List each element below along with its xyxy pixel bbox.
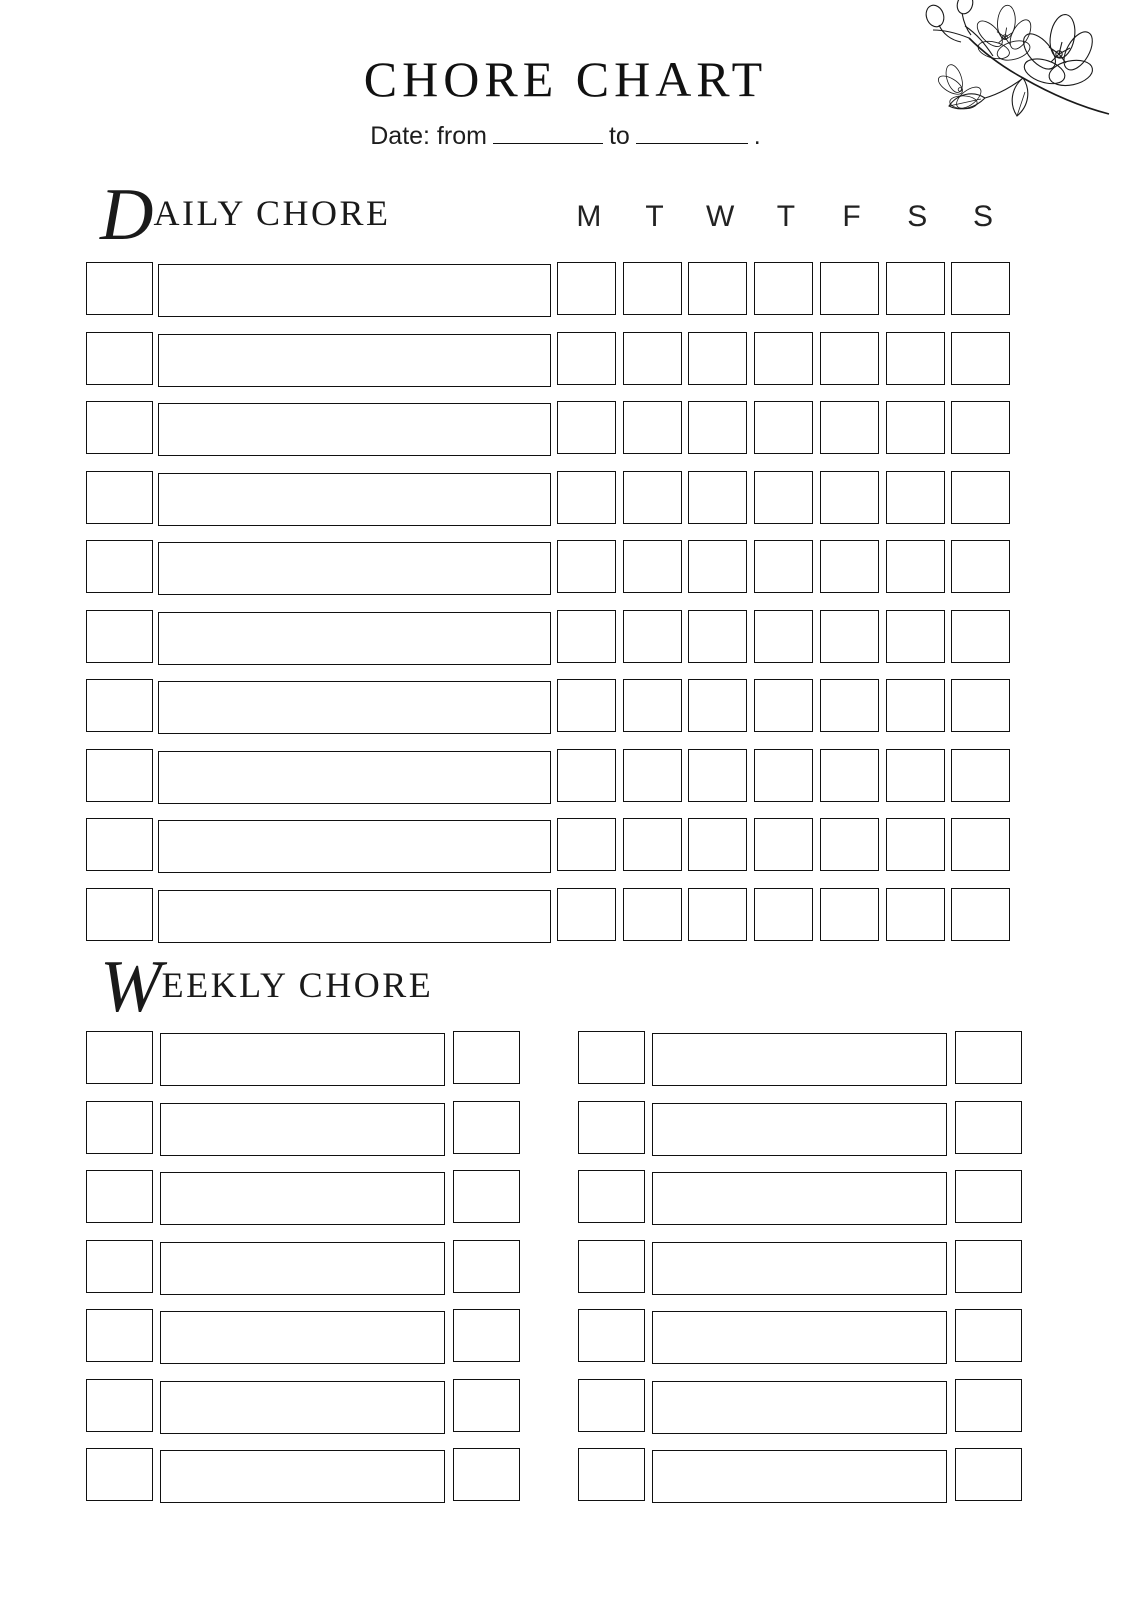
daily-day-cell[interactable] xyxy=(688,749,747,802)
daily-day-cell[interactable] xyxy=(688,401,747,454)
daily-day-cell[interactable] xyxy=(820,471,879,524)
weekly-done-cell-right[interactable] xyxy=(955,1031,1022,1084)
daily-day-cell[interactable] xyxy=(623,679,682,732)
weekly-done-cell-right[interactable] xyxy=(955,1379,1022,1432)
daily-day-cell[interactable] xyxy=(951,818,1010,871)
weekly-chore-heading xyxy=(100,946,434,1028)
daily-day-cell[interactable] xyxy=(951,610,1010,663)
daily-day-cell[interactable] xyxy=(820,888,879,941)
date-from-input[interactable] xyxy=(493,124,603,144)
daily-row-checkbox[interactable] xyxy=(86,401,153,454)
daily-day-cell[interactable] xyxy=(754,749,813,802)
daily-row-checkbox[interactable] xyxy=(86,749,153,802)
daily-day-cell[interactable] xyxy=(754,818,813,871)
daily-day-cell[interactable] xyxy=(820,610,879,663)
weekly-row-checkbox-right[interactable] xyxy=(578,1031,645,1084)
weekly-row-checkbox-left[interactable] xyxy=(86,1170,153,1223)
daily-day-cell[interactable] xyxy=(886,262,945,315)
weekly-chore-input-right[interactable] xyxy=(652,1242,947,1295)
weekly-row-checkbox-right[interactable] xyxy=(578,1240,645,1293)
daily-chore-input[interactable] xyxy=(158,264,551,317)
daily-chore-heading xyxy=(100,174,391,256)
daily-day-cell[interactable] xyxy=(886,679,945,732)
daily-day-cell[interactable] xyxy=(557,749,616,802)
daily-chore-input[interactable] xyxy=(158,403,551,456)
daily-day-cell[interactable] xyxy=(688,262,747,315)
weekly-row-checkbox-right[interactable] xyxy=(578,1448,645,1501)
daily-day-cell[interactable] xyxy=(688,540,747,593)
daily-day-cell[interactable] xyxy=(951,749,1010,802)
weekly-row-checkbox-right[interactable] xyxy=(578,1309,645,1362)
day-headers xyxy=(556,200,1016,234)
daily-day-cell[interactable] xyxy=(951,401,1010,454)
date-to-input[interactable] xyxy=(636,124,748,144)
daily-day-cell[interactable] xyxy=(557,610,616,663)
daily-day-cell[interactable] xyxy=(623,262,682,315)
daily-day-cell[interactable] xyxy=(820,679,879,732)
daily-day-cell[interactable] xyxy=(623,332,682,385)
daily-row-checkbox[interactable] xyxy=(86,679,153,732)
daily-row-checkbox[interactable] xyxy=(86,888,153,941)
daily-chore-input[interactable] xyxy=(158,473,551,526)
daily-day-cell[interactable] xyxy=(951,679,1010,732)
weekly-chore-input-right[interactable] xyxy=(652,1450,947,1503)
weekly-done-cell-right[interactable] xyxy=(955,1101,1022,1154)
daily-row-checkbox[interactable] xyxy=(86,332,153,385)
daily-day-cell[interactable] xyxy=(557,471,616,524)
daily-day-cell[interactable] xyxy=(557,679,616,732)
daily-row-checkbox[interactable] xyxy=(86,262,153,315)
daily-chore-input[interactable] xyxy=(158,751,551,804)
daily-day-cell[interactable] xyxy=(754,471,813,524)
weekly-done-cell-right[interactable] xyxy=(955,1240,1022,1293)
weekly-done-cell-right[interactable] xyxy=(955,1448,1022,1501)
weekly-chore-input-left[interactable] xyxy=(160,1381,445,1434)
daily-row-checkbox[interactable] xyxy=(86,818,153,871)
daily-day-cell[interactable] xyxy=(557,262,616,315)
day-header-wed: W xyxy=(706,200,735,233)
weekly-row-checkbox-left[interactable] xyxy=(86,1379,153,1432)
daily-drop-cap: D xyxy=(100,174,154,256)
weekly-chore-input-left[interactable] xyxy=(160,1450,445,1503)
daily-day-cell[interactable] xyxy=(886,332,945,385)
weekly-done-cell-left[interactable] xyxy=(453,1309,520,1362)
weekly-chore-input-left[interactable] xyxy=(160,1172,445,1225)
day-header-sun: S xyxy=(972,200,993,233)
weekly-done-cell-right[interactable] xyxy=(955,1170,1022,1223)
daily-day-cell[interactable] xyxy=(754,332,813,385)
daily-day-cell[interactable] xyxy=(754,262,813,315)
daily-day-cell[interactable] xyxy=(820,332,879,385)
daily-row-checkbox[interactable] xyxy=(86,471,153,524)
daily-day-cell[interactable] xyxy=(820,818,879,871)
daily-chore-input[interactable] xyxy=(158,612,551,665)
weekly-done-cell-right[interactable] xyxy=(955,1309,1022,1362)
weekly-done-cell-left[interactable] xyxy=(453,1240,520,1293)
daily-day-cell[interactable] xyxy=(820,540,879,593)
daily-day-cell[interactable] xyxy=(754,679,813,732)
daily-day-cell[interactable] xyxy=(820,749,879,802)
daily-day-cell[interactable] xyxy=(688,818,747,871)
weekly-done-cell-left[interactable] xyxy=(453,1379,520,1432)
weekly-chore-input-right[interactable] xyxy=(652,1033,947,1086)
daily-day-cell[interactable] xyxy=(886,401,945,454)
daily-day-cell[interactable] xyxy=(623,471,682,524)
daily-chore-input[interactable] xyxy=(158,542,551,595)
weekly-row-checkbox-right[interactable] xyxy=(578,1101,645,1154)
weekly-chore-input-right[interactable] xyxy=(652,1381,947,1434)
weekly-chore-input-left[interactable] xyxy=(160,1311,445,1364)
date-range-line xyxy=(0,122,1131,151)
weekly-chore-input-left[interactable] xyxy=(160,1033,445,1086)
weekly-done-cell-left[interactable] xyxy=(453,1170,520,1223)
daily-chore-input[interactable] xyxy=(158,681,551,734)
daily-day-cell[interactable] xyxy=(754,610,813,663)
daily-day-cell[interactable] xyxy=(557,888,616,941)
day-header-thu: T xyxy=(776,200,796,233)
daily-chore-input[interactable] xyxy=(158,820,551,873)
daily-day-cell[interactable] xyxy=(688,679,747,732)
daily-day-cell[interactable] xyxy=(754,540,813,593)
daily-day-cell[interactable] xyxy=(951,262,1010,315)
day-header-fri: F xyxy=(842,200,861,233)
daily-day-cell[interactable] xyxy=(688,471,747,524)
page-title: CHORE CHART xyxy=(363,51,768,107)
daily-day-cell[interactable] xyxy=(557,818,616,871)
weekly-row-checkbox-left[interactable] xyxy=(86,1101,153,1154)
daily-chore-input[interactable] xyxy=(158,334,551,387)
weekly-row-checkbox-left[interactable] xyxy=(86,1448,153,1501)
daily-day-cell[interactable] xyxy=(754,401,813,454)
weekly-chore-input-right[interactable] xyxy=(652,1172,947,1225)
daily-day-cell[interactable] xyxy=(886,818,945,871)
daily-row-checkbox[interactable] xyxy=(86,610,153,663)
date-to-label: to xyxy=(608,122,630,150)
weekly-done-cell-left[interactable] xyxy=(453,1448,520,1501)
daily-day-cell[interactable] xyxy=(557,332,616,385)
daily-day-cell[interactable] xyxy=(623,888,682,941)
daily-day-cell[interactable] xyxy=(886,749,945,802)
daily-day-cell[interactable] xyxy=(557,401,616,454)
daily-day-cell[interactable] xyxy=(886,888,945,941)
daily-day-cell[interactable] xyxy=(623,749,682,802)
date-period-suffix: . xyxy=(753,122,761,150)
daily-row-checkbox[interactable] xyxy=(86,540,153,593)
daily-day-cell[interactable] xyxy=(688,610,747,663)
daily-day-cell[interactable] xyxy=(951,471,1010,524)
weekly-drop-cap: W xyxy=(100,946,162,1028)
weekly-row-checkbox-left[interactable] xyxy=(86,1240,153,1293)
day-header-mon: M xyxy=(576,200,602,233)
daily-day-cell[interactable] xyxy=(623,818,682,871)
daily-day-cell[interactable] xyxy=(623,401,682,454)
daily-day-cell[interactable] xyxy=(951,540,1010,593)
daily-day-cell[interactable] xyxy=(951,888,1010,941)
weekly-row-checkbox-left[interactable] xyxy=(86,1309,153,1362)
daily-day-cell[interactable] xyxy=(820,401,879,454)
weekly-chore-input-right[interactable] xyxy=(652,1103,947,1156)
weekly-row-checkbox-right[interactable] xyxy=(578,1379,645,1432)
daily-day-cell[interactable] xyxy=(951,332,1010,385)
date-from-label: Date: from xyxy=(370,122,487,150)
weekly-heading-text: EEKLY CHORE xyxy=(161,965,434,1005)
daily-day-cell[interactable] xyxy=(688,888,747,941)
weekly-chore-input-left[interactable] xyxy=(160,1242,445,1295)
day-header-sat: S xyxy=(907,200,928,233)
daily-day-cell[interactable] xyxy=(623,540,682,593)
daily-day-cell[interactable] xyxy=(754,888,813,941)
daily-heading-text: AILY CHORE xyxy=(153,193,391,233)
daily-chore-input[interactable] xyxy=(158,890,551,943)
weekly-done-cell-left[interactable] xyxy=(453,1031,520,1084)
daily-day-cell[interactable] xyxy=(688,332,747,385)
day-header-tue: T xyxy=(645,200,664,233)
weekly-done-cell-left[interactable] xyxy=(453,1101,520,1154)
daily-day-cell[interactable] xyxy=(886,610,945,663)
daily-day-cell[interactable] xyxy=(557,540,616,593)
weekly-chore-input-right[interactable] xyxy=(652,1311,947,1364)
weekly-row-checkbox-right[interactable] xyxy=(578,1170,645,1223)
weekly-row-checkbox-left[interactable] xyxy=(86,1031,153,1084)
daily-day-cell[interactable] xyxy=(820,262,879,315)
daily-day-cell[interactable] xyxy=(623,610,682,663)
weekly-chore-input-left[interactable] xyxy=(160,1103,445,1156)
daily-day-cell[interactable] xyxy=(886,540,945,593)
daily-day-cell[interactable] xyxy=(886,471,945,524)
